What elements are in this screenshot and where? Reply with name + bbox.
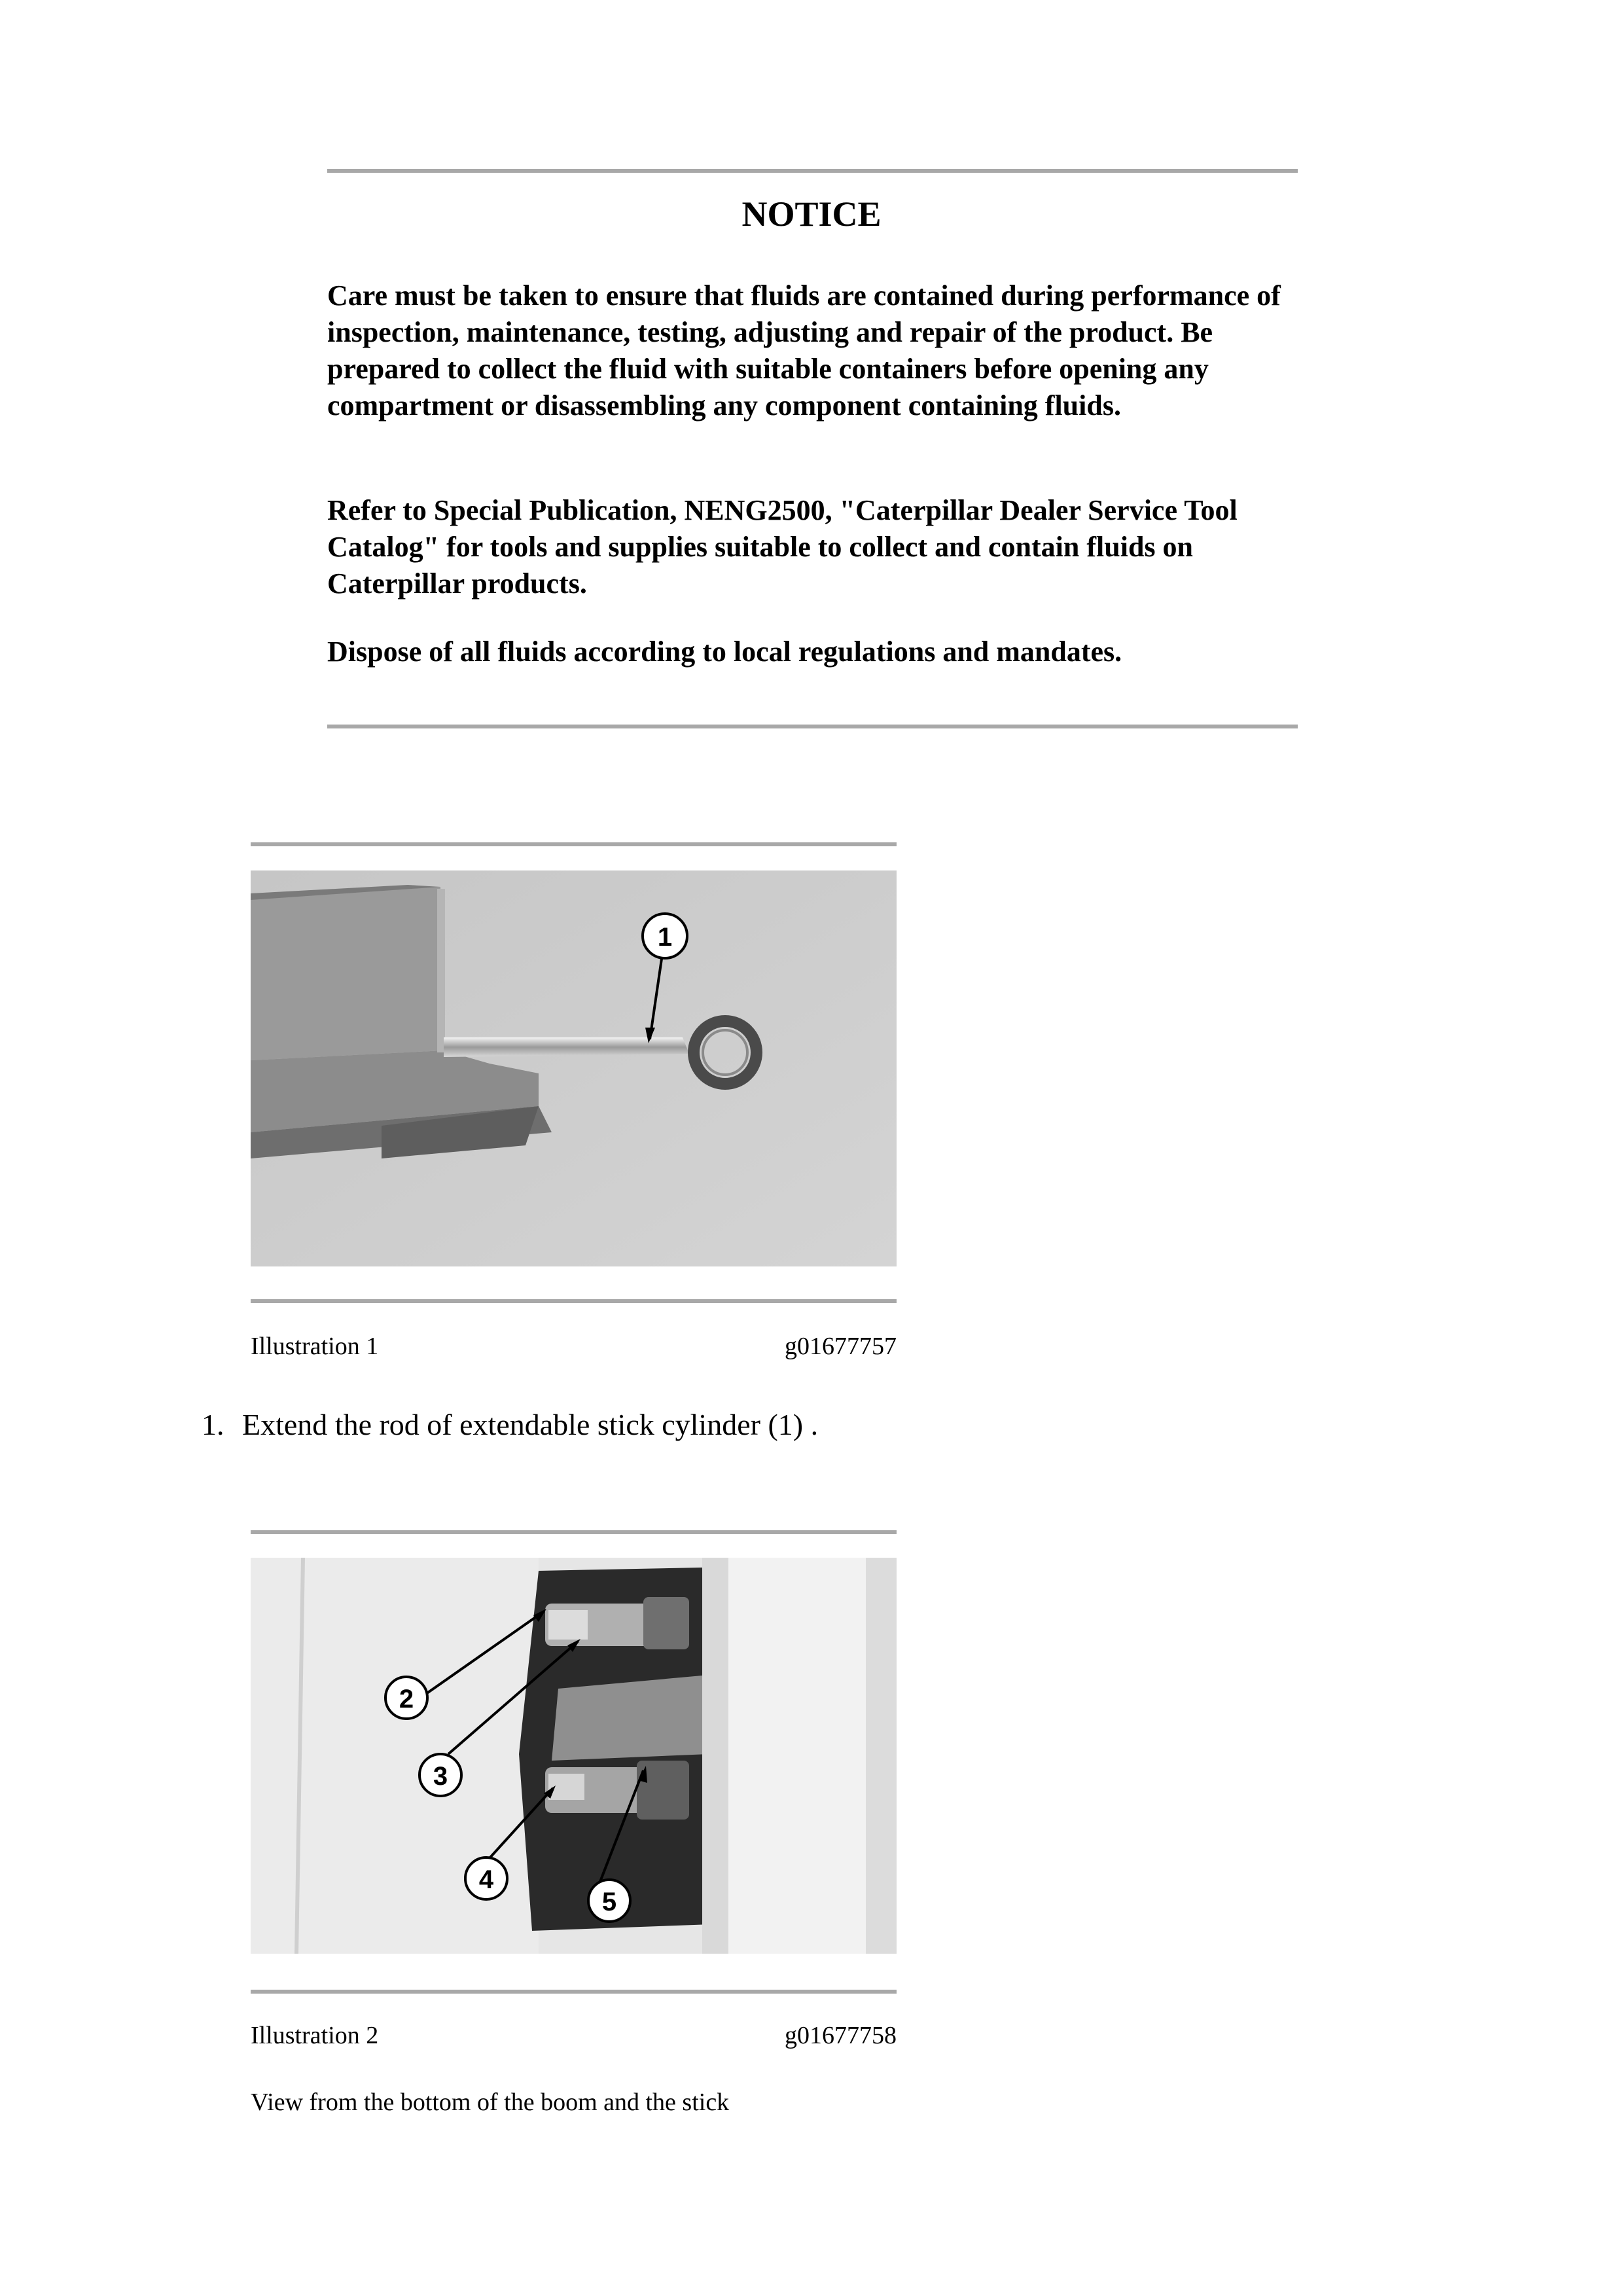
callout-2: 2 bbox=[399, 1685, 414, 1713]
illustration2-bottom-rule bbox=[251, 1990, 897, 1994]
illustration1-photo bbox=[251, 870, 897, 1266]
illustration2-label: Illustration 2 bbox=[251, 2022, 379, 2049]
notice-paragraph-disposal: Dispose of all fluids according to local regulations and mandates. bbox=[327, 636, 1122, 668]
notice-paragraph-containment: Care must be taken to ensure that fluids are contained during performance of inspection, maintenance, testing, adjusting and repair of the product. Be prepared to collect the fluid with suitable containers before opening any compartment or disassembling any component containing fluids. bbox=[327, 279, 1281, 422]
callout-3: 3 bbox=[433, 1762, 448, 1791]
illustration2-code: g01677758 bbox=[785, 2022, 897, 2049]
illustration1-bottom-rule bbox=[251, 1299, 897, 1303]
step-1-text: Extend the rod of extendable stick cylinder (1) . bbox=[242, 1408, 819, 1441]
callout-5: 5 bbox=[601, 1888, 617, 1916]
illustration1-label: Illustration 1 bbox=[251, 1333, 379, 1360]
step-1 bbox=[202, 1407, 818, 1442]
illustration2-top-rule bbox=[251, 1530, 897, 1534]
notice-top-rule bbox=[327, 169, 1298, 173]
illustration2-photo bbox=[251, 1558, 897, 1954]
illustration1-caption bbox=[251, 1332, 897, 1361]
notice-title: NOTICE bbox=[741, 194, 882, 234]
callout-4: 4 bbox=[478, 1865, 494, 1894]
illustration2-caption bbox=[251, 2021, 897, 2050]
illustration1-code: g01677757 bbox=[785, 1333, 897, 1360]
notice-paragraph-reference: Refer to Special Publication, NENG2500, "Caterpillar Dealer Service Tool Catalog" for tools and supplies suitable to collect and contain fluids on Caterpillar products. bbox=[327, 494, 1238, 600]
illustration2-description: View from the bottom of the boom and the stick bbox=[251, 2089, 730, 2116]
step-1-number: 1. bbox=[202, 1408, 224, 1441]
notice-bottom-rule bbox=[327, 725, 1298, 728]
callout-1: 1 bbox=[657, 923, 673, 952]
illustration1-top-rule bbox=[251, 842, 897, 846]
